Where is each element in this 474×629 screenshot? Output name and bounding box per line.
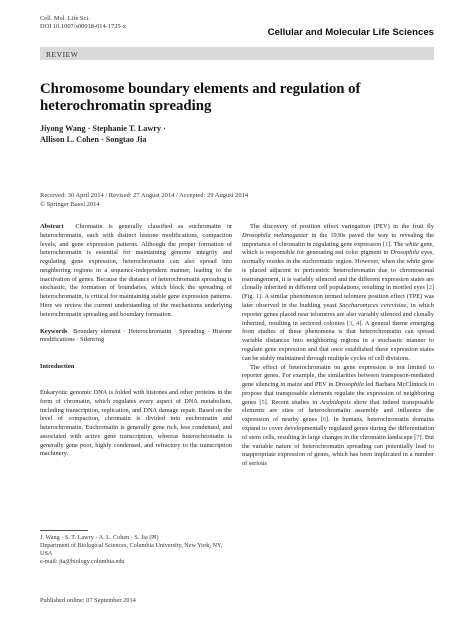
right-column — [242, 223, 434, 469]
citation-link[interactable]: 5 — [261, 398, 265, 406]
body-paragraph: The discovery of position effect variegation (PEV) in the fruit fly Drosophila melanogaster in the 1930s paved the way to revealing the importance of chromatin in regulating gene expression [1]. The white gene, which is responsible for generating red color pigment in Drosophila eyes, normally resides in the euchromatic region. However, when the white gene is placed adjacent to pericentric heterochromatin due to chromosomal rearrangement, it is variably silenced and the different expression states are clonally inherited in different cell populations, resulting in mottled eyes [2] (Fig. 1). A similar phenomenon termed telomere position effect (TPE) was later observed in the budding yeast Saccharomyces cerevisiae, in which reporter genes placed near telomeres are also variably silenced and clonally inherited, resulting in sectored colonies [3, 4]. A general theme emerging from studies of these phenomena is that heterochromatin can spread variable distances into neighboring regions in a stochastic manner to regulate gene expression and that once established these expression states can be stably maintained through multiple cycles of cell divisions. — [242, 223, 434, 362]
citation-link[interactable]: 4 — [356, 319, 360, 327]
doi[interactable]: DOI 10.1007/s00018-014-1725-x — [40, 23, 126, 31]
footnote-department: Department of Biological Sciences, Columbia University, New York, NY, USA — [40, 542, 223, 558]
citation-link[interactable]: 7 — [416, 433, 420, 441]
journal-short-name: Cell. Mol. Life Sci. — [40, 15, 90, 22]
citation-link[interactable]: 2 — [428, 284, 432, 292]
history-dates: Received: 30 April 2014 / Revised: 27 August 2014 / Accepted: 29 August 2014 — [40, 192, 249, 199]
keywords-text: Boundary element · Heterochromatin · Spreading · Histone modifications · Silencing — [40, 327, 233, 344]
keywords-heading: Keywords — [40, 327, 68, 335]
introduction-heading: Introduction — [40, 363, 75, 371]
citation-link[interactable]: 1 — [385, 240, 389, 248]
abstract — [40, 223, 232, 320]
body-paragraph: The effect of heterochromatin on gene expression is not limited to reporter genes. For example, the similarities between transposon-mediated gene silencing in maize and PEV in Drosophila led Barbara McClintock to propose that transposable elements regulate the expression of neighboring genes [5]. Recent studies in Arabidopsis show that indeed transposable elements are sites of heterochromatin assembly and influence the expression of nearby genes [6]. In humans, heterochromatin domains expand to cover developmentally regulated genes during the differentiation of stem cells, resulting in large changes in the chromatin landscape [7]. But the variable nature of heterochromatin spreading can potentially lead to inappropriate expression of genes, which has been implicated in a number of serious — [242, 363, 435, 468]
author-list — [40, 124, 166, 145]
abstract-text: Chromatin is generally classified as euchromatin or heterochromatin, each with distinct histone modifications, compaction levels, and gene expression patterns. Although the proper formation of heterochromatin is essential for maintaining genome integrity and regulating gene expression, heterochromatin can also spread into neighboring regions in a sequence-independent manner, leading to the inactivation of genes. Because the distance of heterochromatin spreading is stochastic, the formation of boundaries, which block the spreading of heterochromatin, is critical for maintaining stable gene expression patterns. Here we review the current understanding of the mechanisms underlying heterochromatin spreading and boundary formation. — [40, 223, 232, 318]
footnote-email[interactable]: e-mail: jia@biology.columbia.edu — [40, 558, 125, 566]
left-column — [40, 223, 232, 459]
footnote-rule — [40, 530, 88, 531]
footnote-authors: J. Wang · S. T. Lawry · A. L. Cohen · S. Jia (✉) — [40, 534, 159, 541]
citation-link[interactable]: 6 — [322, 416, 327, 424]
author-footnote — [40, 534, 232, 566]
section-label: REVIEW — [46, 49, 79, 59]
running-header — [40, 15, 126, 32]
introduction-text: Eukaryotic genomic DNA is folded with histones and other proteins in the form of chromatin, which regulates every aspect of DNA metabolism, including transcription, replication, and DNA damage repair. Based on the level of compaction, chromatin is divided into euchromatin and heterochromatin. Euchromatin is generally gene rich, less condensed, and associated with active gene transcription, whereas heterochromatin is generally gene poor, highly condensed, and refractory to the transcription machinery. — [40, 388, 232, 458]
author-line: Allison L. Cohen · Songtao Jia — [40, 134, 147, 144]
section-bar — [40, 47, 434, 60]
citation-link[interactable]: 3 — [349, 319, 353, 327]
published-date: Published online: 07 September 2014 — [40, 597, 136, 604]
abstract-heading: Abstract — [40, 223, 64, 230]
copyright: © Springer Basel 2014 — [40, 200, 100, 208]
article-title: Chromosome boundary elements and regulation of heterochromatin spreading — [40, 81, 361, 114]
article-dates — [40, 192, 248, 209]
keywords — [40, 328, 232, 346]
journal-name: Cellular and Molecular Life Sciences — [267, 27, 434, 38]
author-line: Jiyong Wang · Stephanie T. Lawry · — [40, 124, 166, 133]
figure-link[interactable]: 1 — [256, 293, 260, 301]
